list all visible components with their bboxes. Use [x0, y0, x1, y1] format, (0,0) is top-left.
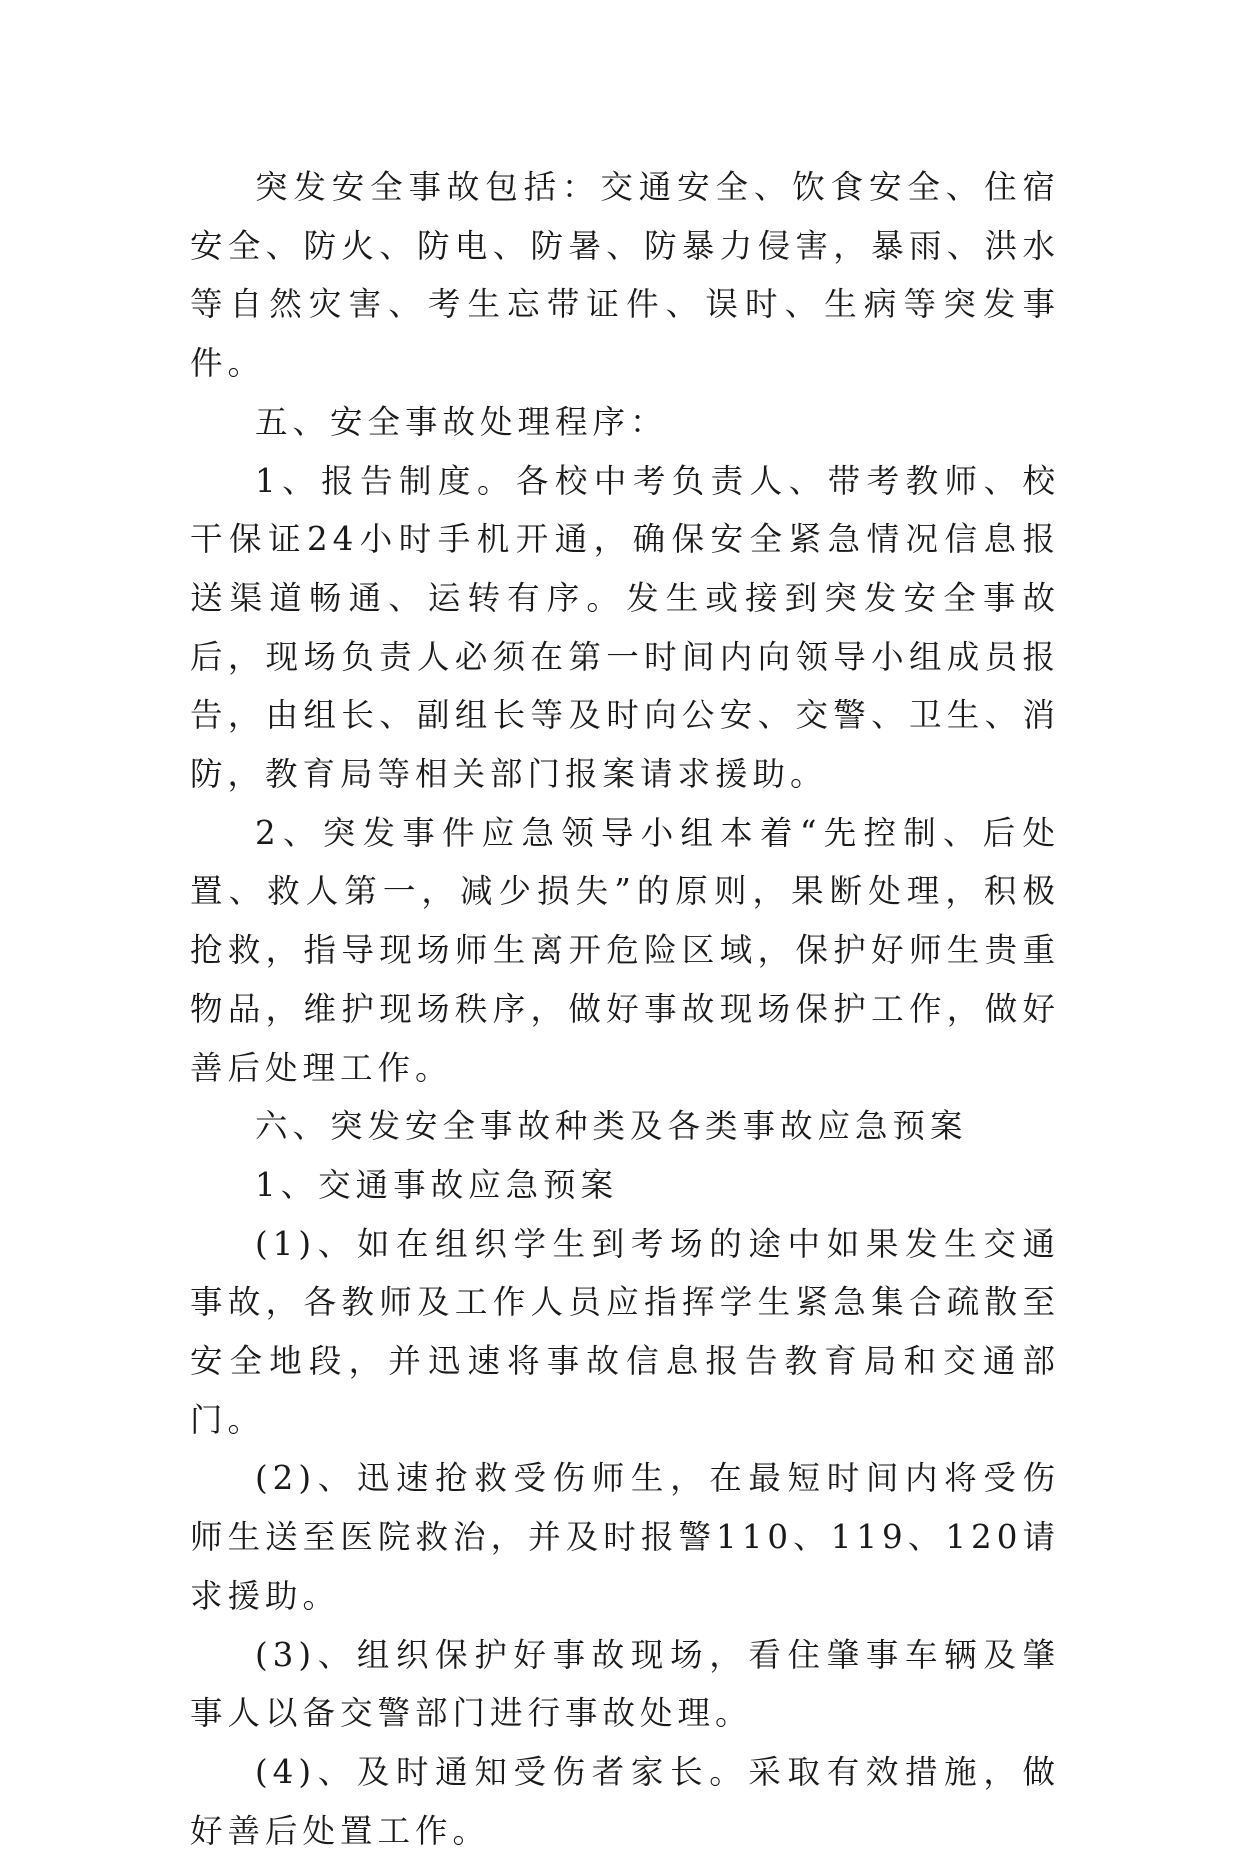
paragraph-emergency-types: 突发安全事故包括：交通安全、饮食安全、住宿安全、防火、防电、防暑、防暴力侵害，暴雨、洪水等自然灾害、考生忘带证件、误时、生病等突发事件。 — [190, 168, 1060, 383]
paragraph-traffic-item-1: (1)、如在组织学生到考场的途中如果发生交通事故，各教师及工作人员应指挥学生紧急集合疏散至安全地段，并迅速将事故信息报告教育局和交通部门。 — [190, 1224, 1060, 1439]
paragraph-reporting-system: 1、报告制度。各校中考负责人、带考教师、校干保证24小时手机开通，确保安全紧急情况信息报送渠道畅通、运转有序。发生或接到突发安全事故后，现场负责人必须在第一时间内向领导小组成员报告，由组长、副组长等及时向公安、交警、卫生、消防，教育局等相关部门报案请求援助。 — [190, 461, 1060, 794]
document-body — [190, 158, 1060, 1860]
heading-section-six: 六、突发安全事故种类及各类事故应急预案 — [255, 1107, 968, 1146]
paragraph-traffic-item-2: (2)、迅速抢救受伤师生，在最短时间内将受伤师生送至医院救治，并及时报警110、119、120请求援助。 — [190, 1459, 1060, 1615]
paragraph-response-principle: 2、突发事件应急领导小组本着“先控制、后处置、救人第一，减少损失”的原则，果断处理，积极抢救，指导现场师生离开危险区域，保护好师生贵重物品，维护现场秩序，做好事故现场保护工作，做好善后处理工作。 — [190, 813, 1060, 1087]
heading-traffic-plan: 1、交通事故应急预案 — [255, 1165, 619, 1204]
paragraph-traffic-item-3: (3)、组织保护好事故现场，看住肇事车辆及肇事人以备交警部门进行事故处理。 — [190, 1635, 1060, 1733]
paragraph-traffic-item-4: (4)、及时通知受伤者家长。采取有效措施，做好善后处置工作。 — [190, 1752, 1060, 1850]
heading-section-five: 五、安全事故处理程序： — [255, 402, 668, 441]
